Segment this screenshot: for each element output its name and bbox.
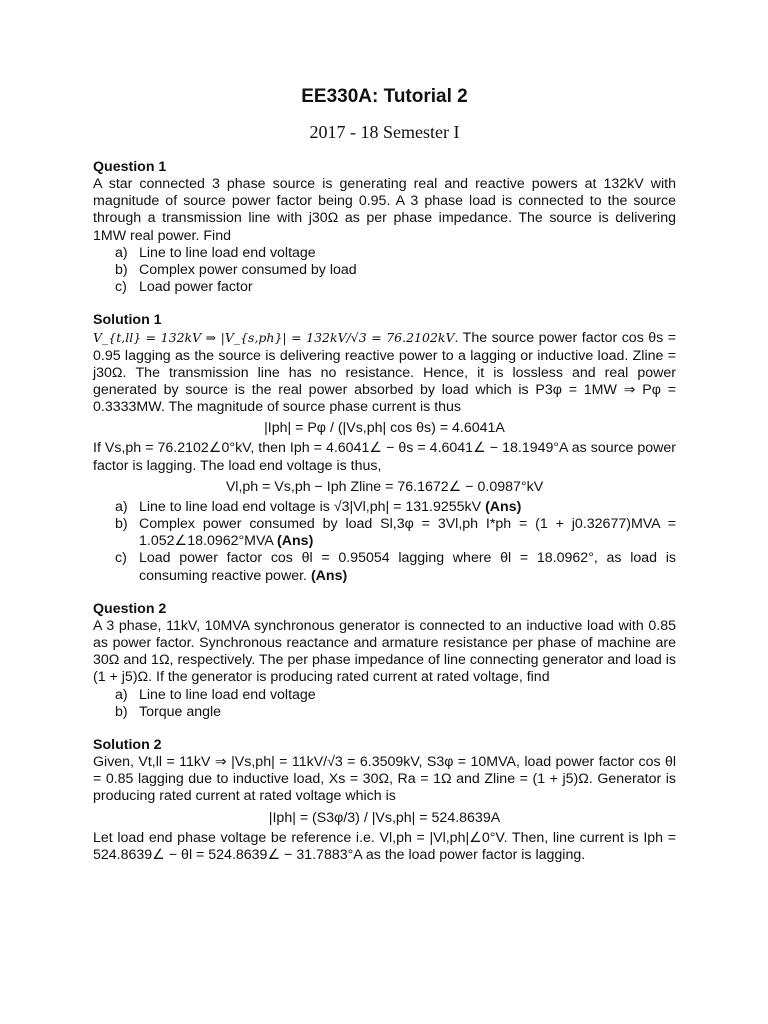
solution-1-current-text: If Vs,ph = 76.2102∠0°kV, then Iph = 4.6041∠ − θs = 4.6041∠ − 18.1949°A as source power factor is lagging. The load end voltage is thus, [93,440,676,474]
document-page [93,84,676,864]
question-2-text: A 3 phase, 11kV, 10MVA synchronous generator is connected to an inductive load with 0.85 as power factor. Synchronous reactance and armature resistance per phase of machine are 30Ω and 1Ω, respectively. The per phase impedance of line connecting generator and load is (1 + j5)Ω. If the generator is producing rated current at rated voltage, find [93,617,676,686]
solution-1-list [93,499,676,585]
question-1-text: A star connected 3 phase source is generating real and reactive powers at 132kV with magnitude of source power factor being 0.95. A 3 phase load is connected to the source through a transmission line with j30Ω as per phase impedance. The source is delivering 1MW real power. Find [93,176,676,244]
equation-rated-current: |Iph| = (S3φ/3) / |Vs,ph| = 524.8639A [268,809,501,826]
solution-1-heading: Solution 1 [93,312,162,329]
question-1-heading: Question 1 [93,159,167,175]
solution-1-intro: V_{t,ll} = 132kV ⇒ |V_{s,ph}| = 132kV/√3 = 76.2102kV. The source power factor cos θs = 0.95 lagging as the source is delivering reactive power to a lagging or inductive load. Zline = j30Ω. The transmission line has no resistance. Hence, it is lossless and real power generated by source is the real power absorbed by load which is P3φ = 1MW ⇒ Pφ = 0.3333MW. The magnitude of source phase current is thus [93,330,676,416]
equation-phase-current: |Iph| = Pφ / (|Vs,ph| cos θs) = 4.6041A [264,420,505,437]
list-item: a) Line to line load end voltage is √3|Vl,ph| = 131.9255kV (Ans) [115,498,522,515]
question-2-list [93,687,676,721]
list-item: b) Complex power consumed by load [115,262,357,279]
solution-2-intro: Given, Vt,ll = 11kV ⇒ |Vs,ph| = 11kV/√3 = 6.3509kV, S3φ = 10MVA, load power factor cos θl = 0.85 lagging due to inductive load, Xs = 30Ω, Ra = 1Ω and Zline = (1 + j5)Ω. Generator is producing rated current at rated voltage which is [93,754,676,805]
list-item: c) Load power factor [115,279,253,296]
solution-2-heading: Solution 2 [93,737,162,754]
question-1-list [93,245,676,297]
list-item: c) Load power factor cos θl = 0.95054 lagging where θl = 18.0962°, as load is consuming reactive power. (Ans) [115,550,676,584]
equation-load-voltage: Vl,ph = Vs,ph − Iph Zline = 76.1672∠ − 0.0987°kV [225,478,544,495]
solution-2-current-text: Let load end phase voltage be reference i.e. Vl,ph = |Vl,ph|∠0°V. Then, line current is Iph = 524.8639∠ − θl = 524.8639∠ − 31.7883°A as the load power factor is lagging. [93,829,676,863]
list-item: b) Complex power consumed by load Sl,3φ = 3Vl,ph I*ph = (1 + j0.32677)MVA = 1.052∠18.0962°MVA (Ans) [115,516,676,550]
list-item: a) Line to line load end voltage [115,244,316,261]
list-item: b) Torque angle [115,703,222,720]
list-item: a) Line to line load end voltage [115,686,316,703]
page-title: EE330A: Tutorial 2 [301,86,468,107]
page-subtitle: 2017 - 18 Semester I [309,122,460,142]
question-2-heading: Question 2 [93,600,167,617]
